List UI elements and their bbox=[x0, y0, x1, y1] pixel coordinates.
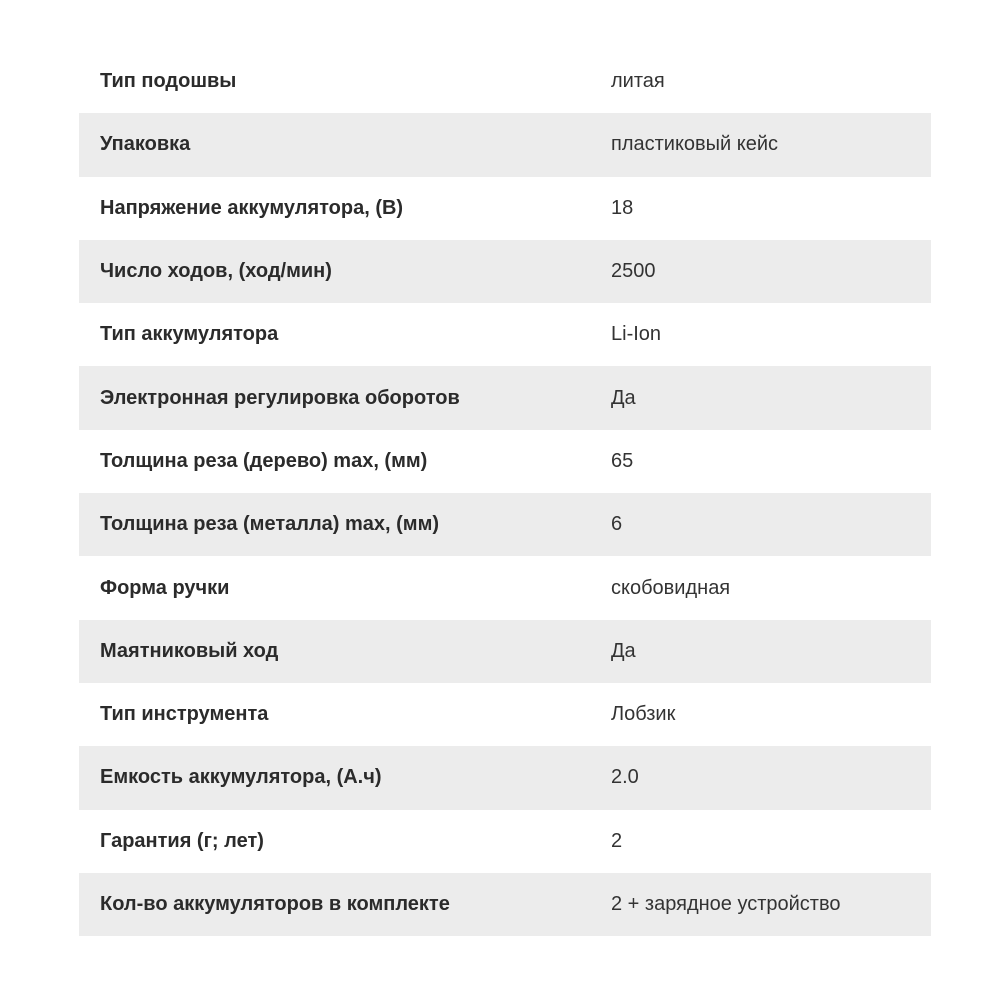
spec-label: Емкость аккумулятора, (А.ч) bbox=[100, 766, 382, 789]
spec-row bbox=[79, 620, 931, 683]
spec-value: Лобзик bbox=[611, 703, 676, 726]
spec-value: Да bbox=[611, 386, 636, 409]
spec-value: пластиковый кейс bbox=[611, 133, 779, 156]
spec-label: Толщина реза (металла) max, (мм) bbox=[100, 513, 440, 536]
spec-value: Да bbox=[611, 639, 636, 662]
spec-row bbox=[79, 113, 931, 176]
spec-label: Толщина реза (дерево) max, (мм) bbox=[100, 449, 428, 472]
spec-value: литая bbox=[611, 70, 665, 93]
spec-row bbox=[79, 50, 931, 113]
spec-label: Тип подошвы bbox=[100, 70, 237, 93]
spec-value: Li-Ion bbox=[611, 323, 662, 346]
specifications-table bbox=[79, 50, 931, 936]
spec-value: 2500 bbox=[611, 260, 656, 283]
spec-value: скобовидная bbox=[611, 576, 731, 599]
spec-row bbox=[79, 810, 931, 873]
spec-row bbox=[79, 177, 931, 240]
spec-row bbox=[79, 240, 931, 303]
spec-label: Электронная регулировка оборотов bbox=[100, 386, 460, 409]
spec-value: 6 bbox=[611, 513, 623, 536]
spec-label: Тип аккумулятора bbox=[100, 323, 279, 346]
spec-label: Тип инструмента bbox=[100, 703, 269, 726]
spec-label: Маятниковый ход bbox=[100, 639, 279, 662]
spec-label: Упаковка bbox=[100, 133, 191, 156]
spec-row bbox=[79, 873, 931, 936]
spec-value: 2 + зарядное устройство bbox=[611, 893, 841, 915]
specifications-body bbox=[79, 50, 931, 936]
spec-value: 2 bbox=[611, 829, 623, 852]
spec-label: Форма ручки bbox=[100, 576, 230, 599]
spec-row bbox=[79, 746, 931, 809]
spec-label: Число ходов, (ход/мин) bbox=[100, 260, 332, 283]
spec-row bbox=[79, 493, 931, 556]
spec-label: Кол-во аккумуляторов в комплекте bbox=[100, 893, 450, 915]
spec-value: 65 bbox=[611, 449, 634, 472]
spec-row bbox=[79, 556, 931, 619]
spec-row bbox=[79, 366, 931, 429]
spec-row bbox=[79, 430, 931, 493]
spec-value: 2.0 bbox=[611, 766, 639, 789]
spec-value: 18 bbox=[611, 196, 634, 219]
spec-row bbox=[79, 683, 931, 746]
spec-row bbox=[79, 303, 931, 366]
spec-label: Гарантия (г; лет) bbox=[100, 829, 264, 852]
spec-label: Напряжение аккумулятора, (В) bbox=[100, 196, 404, 219]
